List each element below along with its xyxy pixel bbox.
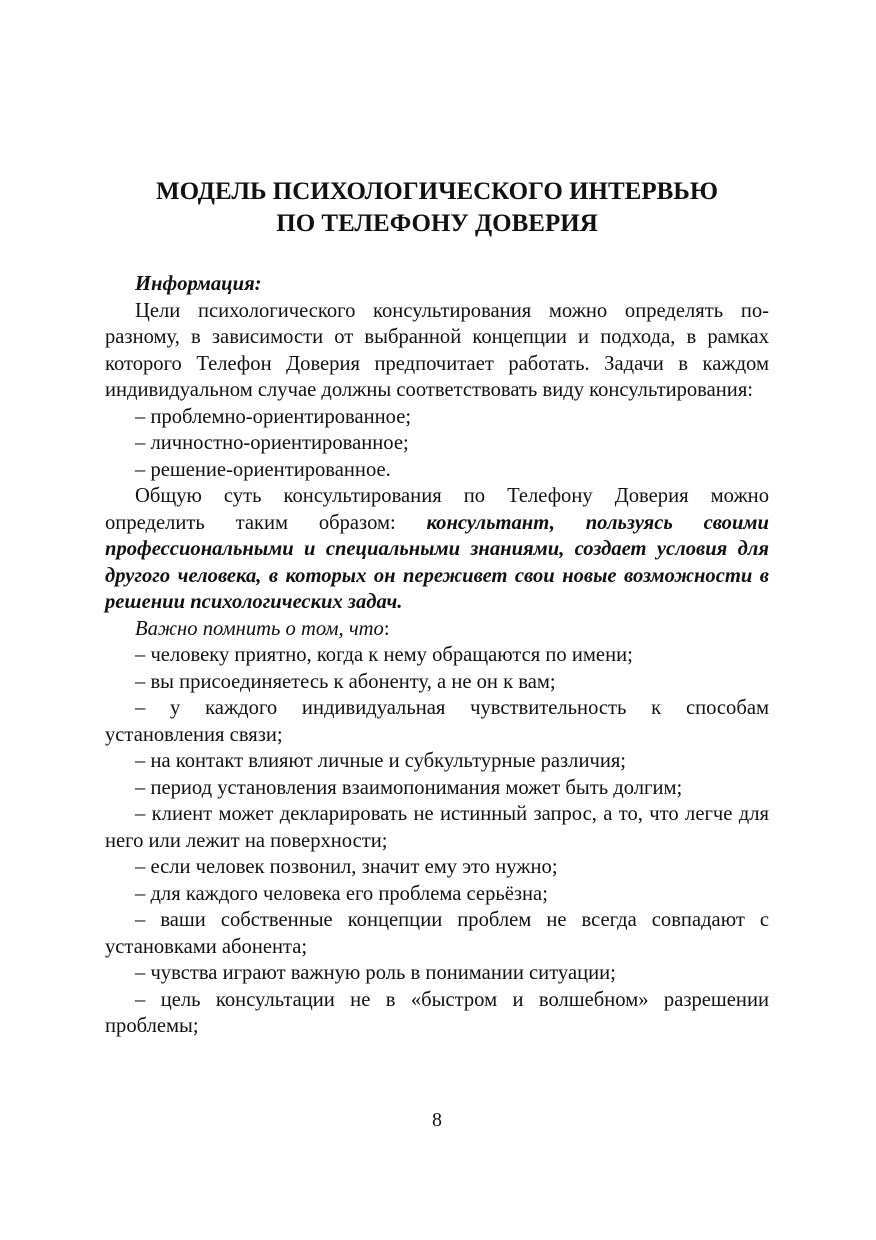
intro-paragraph: Цели психологического консультирования можно определять по-разному, в зависимости от выбранной концепции и подхода, в рамках которого Телефон Доверия предпочитает работать. Задачи в каждом индивидуальном случае должны соответствовать виду консультирования: xyxy=(105,299,769,401)
essence-emphasis: консультант, пользуясь своими профессиональными и специальными знаниями, создает условия для другого человека, в которых он переживет свои новые возможности в решении психологических задач. xyxy=(105,511,769,613)
list-item: – вы присоединяетесь к абоненту, а не он к вам; xyxy=(135,670,556,693)
list-item: – ваши собственные концепции проблем не всегда совпадают с установками абонента; xyxy=(105,909,769,958)
remember-colon: : xyxy=(383,617,390,640)
list-item: – на контакт влияют личные и субкультурные различия; xyxy=(135,750,627,772)
essence-lead: Общую суть консультирования по Телефону Доверия можно определить таким образом: xyxy=(105,485,769,534)
title-line-2: ПО ТЕЛЕФОНУ ДОВЕРИЯ xyxy=(276,210,598,237)
page-number: 8 xyxy=(432,1109,442,1131)
list-item: – период установления взаимопонимания может быть долгим; xyxy=(135,776,683,799)
info-label: Информация: xyxy=(135,273,262,295)
type-item: – решение-ориентированное. xyxy=(135,458,391,481)
remember-heading xyxy=(105,616,769,643)
essence-paragraph xyxy=(105,483,769,616)
info-heading xyxy=(105,271,769,298)
type-item: – проблемно-ориентированное; xyxy=(135,405,412,428)
page-title xyxy=(105,176,769,240)
list-item: – цель консультации не в «быстром и волшебном» разрешении проблемы; xyxy=(105,988,769,1037)
title-line-1: МОДЕЛЬ ПСИХОЛОГИЧЕСКОГО ИНТЕРВЬЮ xyxy=(156,178,718,205)
body-text xyxy=(105,271,769,1040)
type-item: – личностно-ориентированное; xyxy=(135,432,409,454)
list-item: – чувства играют важную роль в понимании ситуации; xyxy=(135,962,616,984)
remember-label: Важно помнить о том, что xyxy=(135,617,384,640)
list-item: – для каждого человека его проблема серьёзна; xyxy=(135,882,548,905)
list-item: – клиент может декларировать не истинный запрос, а то, что легче для него или лежит на поверхности; xyxy=(105,803,769,852)
list-item: – человеку приятно, когда к нему обращаются по имени; xyxy=(135,644,633,666)
list-item: – если человек позвонил, значит ему это нужно; xyxy=(135,856,558,878)
list-item: – у каждого индивидуальная чувствительность к способам установления связи; xyxy=(105,697,769,746)
